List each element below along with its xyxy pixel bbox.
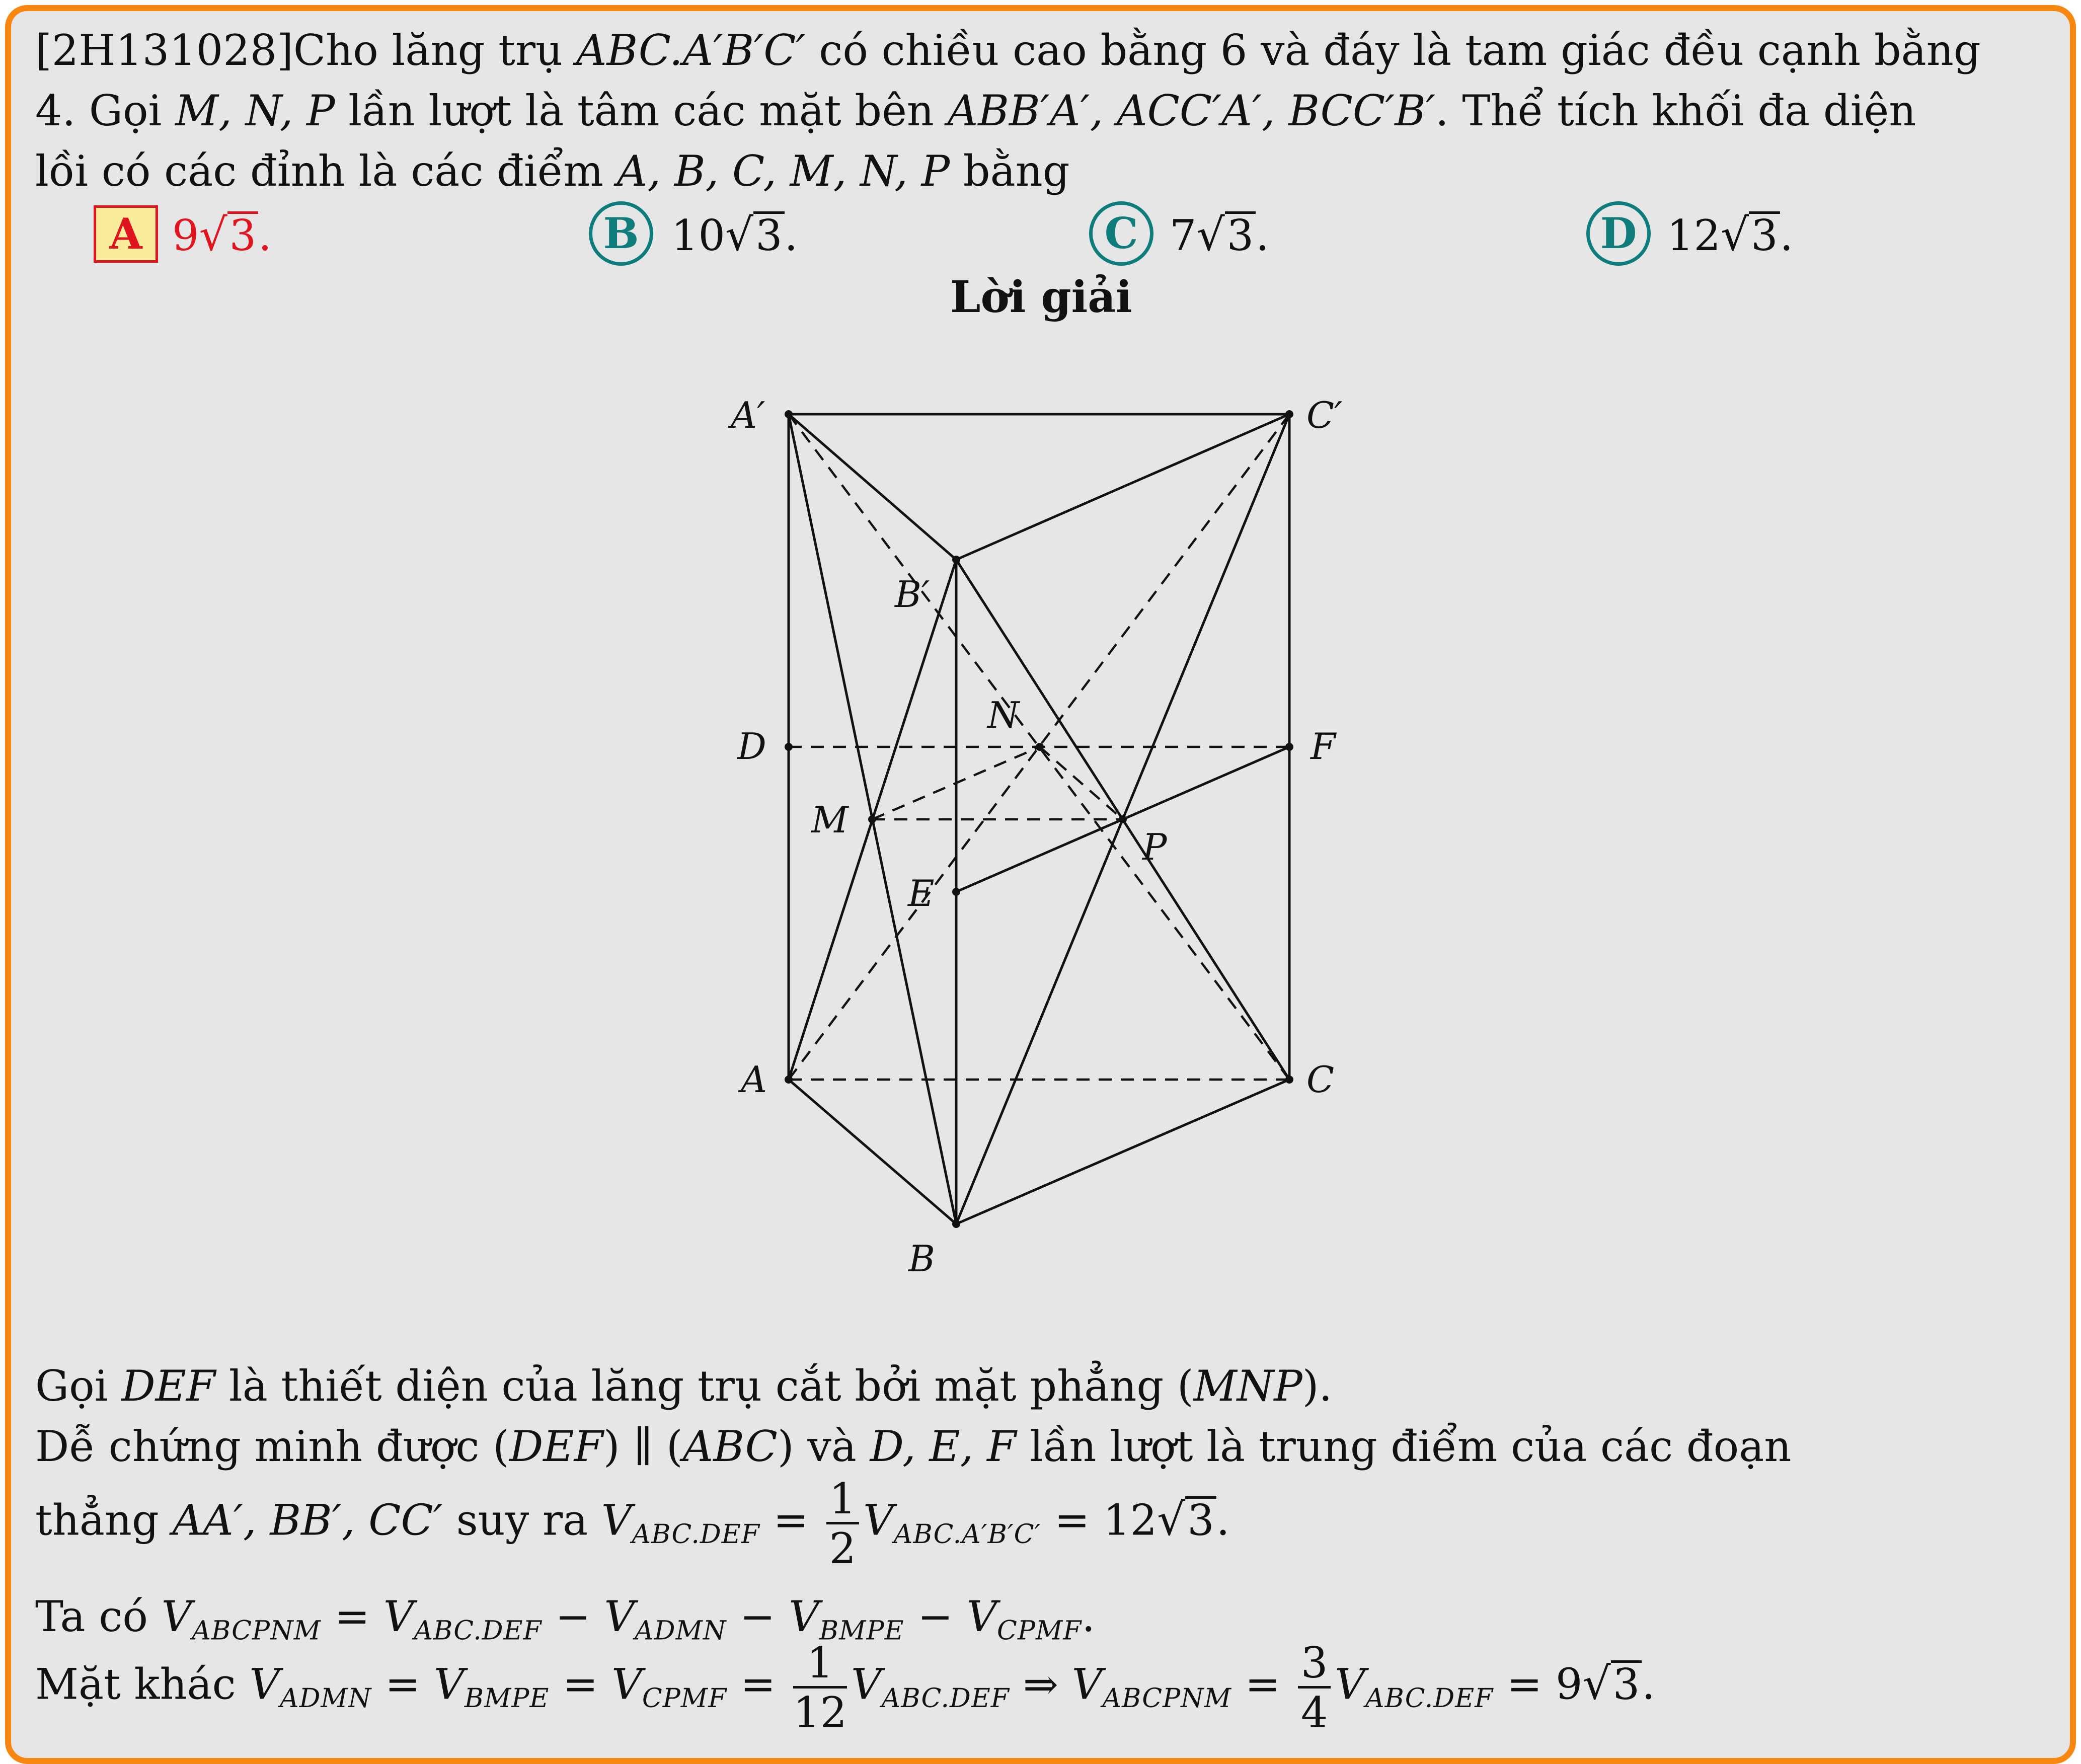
label-d: D [737, 725, 766, 768]
option-d-badge[interactable]: D [1586, 201, 1651, 266]
option-c-badge[interactable]: C [1089, 201, 1153, 266]
solution-line-2: Dễ chứng minh được (DEF) ∥ (ABC) và D, E, F lần lượt là trung điểm của các đoạn [35, 1422, 1792, 1471]
question-line-3: lồi có các đỉnh là các điểm A, B, C, M, N, P bằng [35, 146, 1070, 196]
label-p: P [1142, 826, 1167, 868]
question-line-1: [2H131028]Cho lăng trụ ABC.A′B′C′ có chiều cao bằng 6 và đáy là tam giác đều cạnh bằng [35, 26, 1981, 75]
option-b-badge[interactable]: B [589, 201, 653, 266]
label-a: A [741, 1058, 767, 1101]
option-a-badge[interactable]: A [94, 205, 158, 263]
label-a-prime: A′ [731, 394, 765, 436]
option-d-value: 12√3. [1667, 209, 1794, 261]
solution-title: Lời giải [950, 272, 1132, 323]
solution-line-5: Mặt khác $V_{ADMN} = V_{BMPE} = V_{CPMF}$ = $\frac{1}{12}$ $V_{ABC.DEF}$ ⇒ $V_{ABCPNM}$ = $\frac{3}{4}$ $V_{ABC.DEF} = 9√3$. [35, 1638, 1655, 1737]
option-c-value: 7√3. [1170, 209, 1269, 261]
label-c: C [1306, 1058, 1335, 1101]
label-n: N [987, 694, 1019, 736]
solution-line-4: Ta có $V_{ABCPNM} = V_{ABC.DEF} - V_{ADMN} - V_{BMPE} - V_{CPMF}$. [35, 1592, 1096, 1646]
solution-line-3: thẳng AA′, BB′, CC′ suy ra $V_{ABC.DEF}$ = $\frac{1}{2}$ $V_{ABC.A'B'C'} = 12√3$. [35, 1474, 1230, 1573]
question-line-2: 4. Gọi M, N, P lần lượt là tâm các mặt bên ABB′A′, ACC′A′, BCC′B′. Thể tích khối đa diện [35, 86, 1916, 135]
label-c-prime: C′ [1306, 394, 1343, 436]
label-m: M [811, 799, 849, 841]
option-a-value: 9√3. [172, 209, 272, 261]
label-f: F [1311, 725, 1336, 768]
label-b-prime: B′ [895, 573, 930, 616]
solution-line-1: Gọi DEF là thiết diện của lăng trụ cắt bởi mặt phẳng (MNP). [35, 1361, 1333, 1411]
option-b-value: 10√3. [671, 209, 798, 261]
label-b: B [908, 1238, 935, 1280]
label-e: E [908, 872, 935, 914]
